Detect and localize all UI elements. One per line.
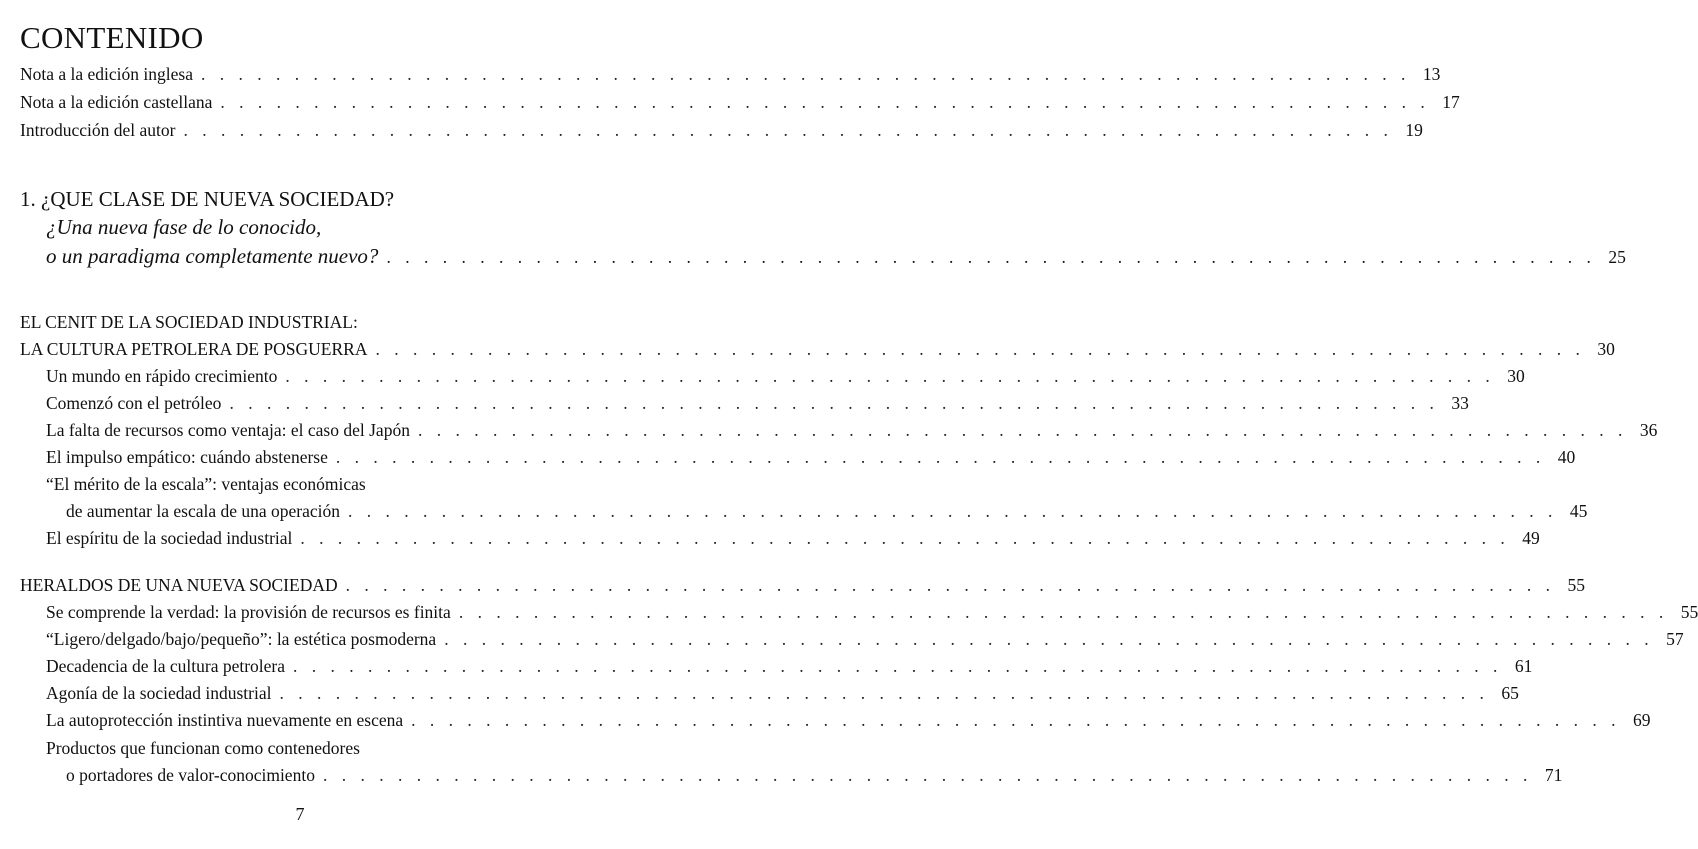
chapter-subtitle: ¿Una nueva fase de lo conocido, (46, 215, 322, 239)
toc-entry-page: 40 (1557, 447, 1576, 467)
toc-entry-page: 57 (1666, 629, 1684, 649)
toc-entry-text: “El mérito de la escala”: ventajas económicas (46, 474, 366, 494)
toc-entry-text: Nota a la edición castellana (20, 92, 213, 112)
toc-entry (46, 682, 1519, 704)
toc-entry-text: Productos que funcionan como contenedores (46, 738, 360, 758)
toc-entry (46, 392, 1469, 414)
toc-entry-page: 30 (1507, 366, 1525, 386)
page-number: 7 (295, 804, 305, 824)
toc-entry-text: o portadores de valor-conocimiento (66, 765, 315, 785)
chapter-subtitle-text: o un paradigma completamente nuevo? (46, 244, 379, 268)
toc-entry-text: Un mundo en rápido crecimiento (46, 366, 278, 386)
toc-entry-page: 36 (1639, 420, 1658, 440)
toc-entry-page: 55 (1680, 602, 1698, 622)
section-page: 55 (1567, 575, 1585, 595)
dot-leader: . . . . . . . . . . . . . . . . . . . . . . . . . . . . . . . . . . . . . . . . . . . . . . . . . . . . . . . . . . . . . . . . . (201, 64, 1411, 84)
dot-leader: . . . . . . . . . . . . . . . . . . . . . . . . . . . . . . . . . . . . . . . . . . . . . . . . . . . . . . . . . . . . . . . . . (411, 710, 1621, 730)
toc-entry-page: 65 (1501, 683, 1519, 703)
toc-entry (46, 365, 1525, 387)
toc-entry-text: La autoprotección instintiva nuevamente en escena (46, 710, 404, 730)
toc-entry (46, 527, 1540, 549)
dot-leader: . . . . . . . . . . . . . . . . . . . . . . . . . . . . . . . . . . . . . . . . . . . . . . . . . . . . . . . . . . . . . . . . . (279, 683, 1489, 703)
toc-entry-text: Se comprende la verdad: la provisión de recursos es finita (46, 602, 451, 622)
dot-leader: . . . . . . . . . . . . . . . . . . . . . . . . . . . . . . . . . . . . . . . . . . . . . . . . . . . . . . . . . . . . . . . . . (293, 656, 1503, 676)
toc-entry-page: 13 (1422, 64, 1441, 84)
page-title: CONTENIDO (20, 20, 204, 55)
toc-entry-page: 19 (1405, 120, 1423, 140)
toc-entry-text: La falta de recursos como ventaja: el caso del Japón (46, 420, 410, 440)
toc-entry-page: 49 (1522, 528, 1540, 548)
toc-entry (46, 446, 1576, 468)
chapter-heading: 1. ¿QUE CLASE DE NUEVA SOCIEDAD? (20, 187, 395, 211)
dot-leader: . . . . . . . . . . . . . . . . . . . . . . . . . . . . . . . . . . . . . . . . . . . . . . . . . . . . . . . . . . . . . . . . . (335, 447, 1546, 467)
toc-entry (66, 500, 1588, 522)
toc-entry-text: El espíritu de la sociedad industrial (46, 528, 293, 548)
section-heading-line (20, 338, 1615, 360)
toc-entry-page: 45 (1569, 501, 1588, 521)
section-heading: EL CENIT DE LA SOCIEDAD INDUSTRIAL: (20, 312, 358, 332)
toc-entry-text: Comenzó con el petróleo (46, 393, 222, 413)
dot-leader: . . . . . . . . . . . . . . . . . . . . . . . . . . . . . . . . . . . . . . . . . . . . . . . . . . . . . . . . . . . . . . . . . (220, 92, 1430, 112)
chapter-page: 25 (1608, 247, 1626, 267)
toc-entry (46, 628, 1684, 650)
toc-entry (46, 419, 1658, 441)
section-heading-line (20, 574, 1585, 596)
dot-leader: . . . . . . . . . . . . . . . . . . . . . . . . . . . . . . . . . . . . . . . . . . . . . . . . . . . . . . . . . . . . . . . . . (348, 501, 1558, 521)
toc-entry-text: El impulso empático: cuándo abstenerse (46, 447, 328, 467)
toc-entry (20, 91, 1460, 113)
section-heading-text: LA CULTURA PETROLERA DE POSGUERRA (20, 339, 368, 359)
toc-entry-page: 71 (1544, 765, 1563, 785)
dot-leader: . . . . . . . . . . . . . . . . . . . . . . . . . . . . . . . . . . . . . . . . . . . . . . . . . . . . . . . . . . . . . . . . . (285, 366, 1495, 386)
dot-leader: . . . . . . . . . . . . . . . . . . . . . . . . . . . . . . . . . . . . . . . . . . . . . . . . . . . . . . . . . . . . . . . . . (229, 393, 1439, 413)
chapter-subtitle-line (46, 242, 1626, 270)
toc-entry (66, 764, 1563, 786)
toc-entry (46, 655, 1533, 677)
toc-entry-text: Agonía de la sociedad industrial (46, 683, 272, 703)
section-heading-text: HERALDOS DE UNA NUEVA SOCIEDAD (20, 575, 338, 595)
toc-entry-text: “Ligero/delgado/bajo/pequeño”: la estética posmoderna (46, 629, 437, 649)
dot-leader: . . . . . . . . . . . . . . . . . . . . . . . . . . . . . . . . . . . . . . . . . . . . . . . . . . . . . . . . . . . . . . . . . (458, 602, 1669, 622)
dot-leader: . . . . . . . . . . . . . . . . . . . . . . . . . . . . . . . . . . . . . . . . . . . . . . . . . . . . . . . . . . . . . . . . . (386, 247, 1596, 267)
toc-entry-text: Introducción del autor (20, 120, 176, 140)
section-page: 30 (1597, 339, 1615, 359)
toc-entry (46, 601, 1698, 623)
dot-leader: . . . . . . . . . . . . . . . . . . . . . . . . . . . . . . . . . . . . . . . . . . . . . . . . . . . . . . . . . . . . . . . . . (345, 575, 1555, 595)
dot-leader: . . . . . . . . . . . . . . . . . . . . . . . . . . . . . . . . . . . . . . . . . . . . . . . . . . . . . . . . . . . . . . . . . (444, 629, 1654, 649)
dot-leader: . . . . . . . . . . . . . . . . . . . . . . . . . . . . . . . . . . . . . . . . . . . . . . . . . . . . . . . . . . . . . . . . . (300, 528, 1510, 548)
toc-entry (46, 709, 1651, 731)
toc-entry (20, 63, 1441, 85)
toc-entry-page: 33 (1451, 393, 1469, 413)
toc-entry-text: Decadencia de la cultura petrolera (46, 656, 286, 676)
toc-entry-page: 17 (1442, 92, 1460, 112)
toc-entry-text: Nota a la edición inglesa (20, 64, 193, 84)
toc-entry-page: 61 (1514, 656, 1533, 676)
toc-entry (20, 119, 1423, 141)
dot-leader: . . . . . . . . . . . . . . . . . . . . . . . . . . . . . . . . . . . . . . . . . . . . . . . . . . . . . . . . . . . . . . . . . (322, 765, 1533, 785)
dot-leader: . . . . . . . . . . . . . . . . . . . . . . . . . . . . . . . . . . . . . . . . . . . . . . . . . . . . . . . . . . . . . . . . . (375, 339, 1585, 359)
dot-leader: . . . . . . . . . . . . . . . . . . . . . . . . . . . . . . . . . . . . . . . . . . . . . . . . . . . . . . . . . . . . . . . . . (183, 120, 1393, 140)
dot-leader: . . . . . . . . . . . . . . . . . . . . . . . . . . . . . . . . . . . . . . . . . . . . . . . . . . . . . . . . . . . . . . . . . (417, 420, 1628, 440)
toc-entry-page: 69 (1633, 710, 1651, 730)
toc-entry-text: de aumentar la escala de una operación (66, 501, 341, 521)
